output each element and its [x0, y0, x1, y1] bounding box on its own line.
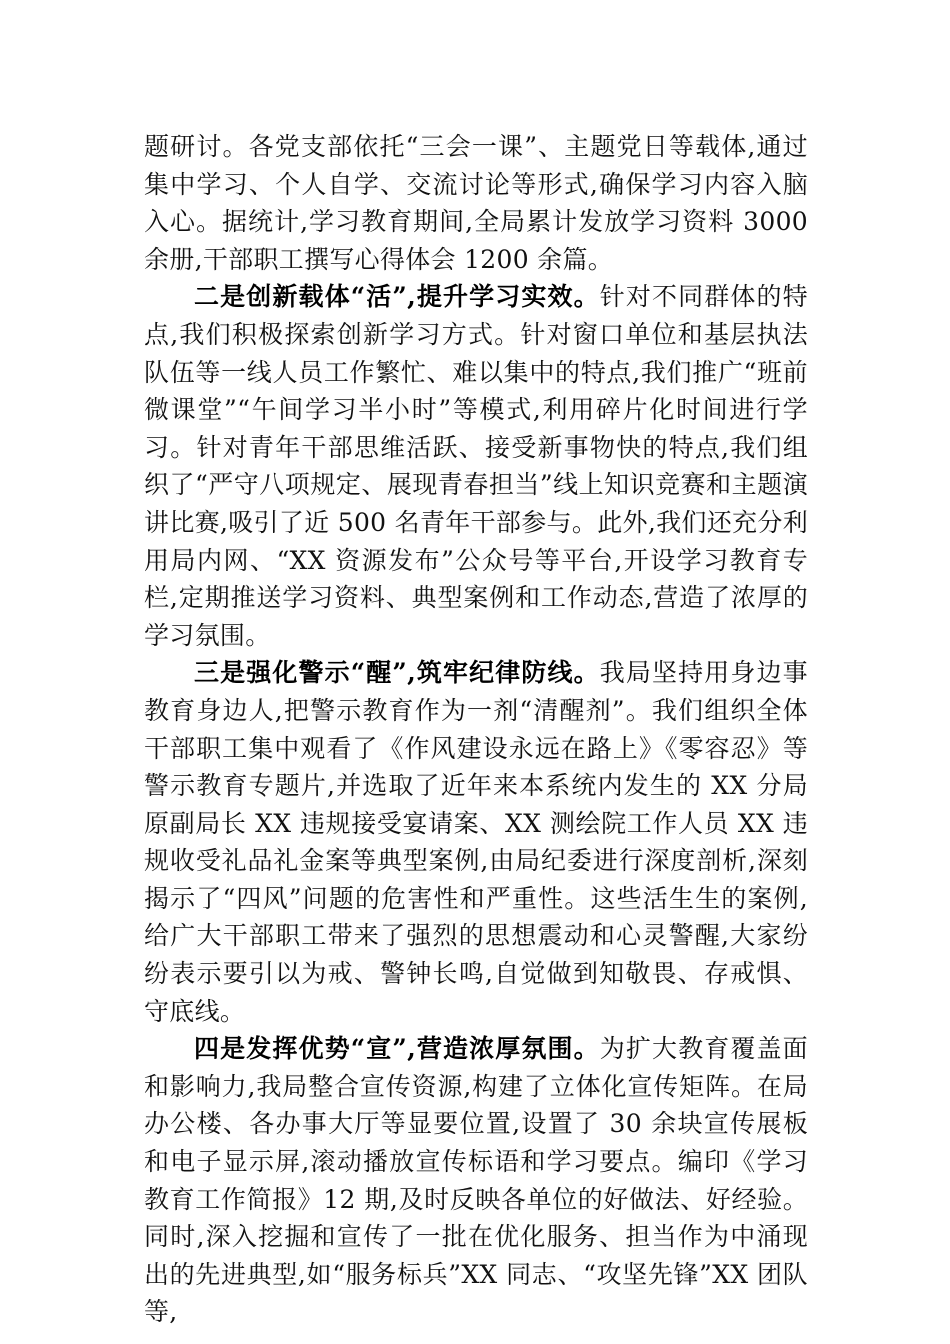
- paragraph-text: 针对不同群体的特点,我们积极探索创新学习方式。针对窗口单位和基层执法队伍等一线人员工作繁忙、难以集中的特点,我们推广“班前微课堂”“午间学习半小时”等模式,利用碎片化时间进行学习。针对青年干部思维活跃、接受新事物快的特点,我们组织了“严守八项规定、展现青春担当”线上知识竞赛和主题演讲比赛,吸引了近 500 名青年干部参与。此外,我们还充分利用局内网、“XX 资源发布”公众号等平台,开设学习教育专栏,定期推送学习资料、典型案例和工作动态,营造了浓厚的学习氛围。: [144, 282, 808, 650]
- paragraph-publicity: [144, 1030, 808, 1331]
- paragraph-innovate-carriers: [144, 278, 808, 654]
- paragraph-heading: 四是发挥优势“宣”,营造浓厚氛围。: [194, 1034, 600, 1064]
- paragraph-text: 题研讨。各党支部依托“三会一课”、主题党日等载体,通过集中学习、个人自学、交流讨论等形式,确保学习内容入脑入心。据统计,学习教育期间,全局累计发放学习资料 3000 余册,干部职工撰写心得体会 1200 余篇。: [144, 132, 808, 274]
- paragraph-warning-education: [144, 654, 808, 1030]
- paragraph-text: 我局坚持用身边事教育身边人,把警示教育作为一剂“清醒剂”。我们组织全体干部职工集中观看了《作风建设永远在路上》《零容忍》等警示教育专题片,并选取了近年来本系统内发生的 XX 分局原副局长 XX 违规接受宴请案、XX 测绘院工作人员 XX 违规收受礼品礼金案等典型案例,由局纪委进行深度剖析,深刻揭示了“四风”问题的危害性和严重性。这些活生生的案例,给广大干部职工带来了强烈的思想震动和心灵警醒,大家纷纷表示要引以为戒、警钟长鸣,自觉做到知敬畏、存戒惧、守底线。: [144, 658, 808, 1026]
- paragraph-study-continuation: [144, 128, 808, 278]
- document-body: [144, 128, 808, 1331]
- paragraph-text: 为扩大教育覆盖面和影响力,我局整合宣传资源,构建了立体化宣传矩阵。在局办公楼、各办事大厅等显要位置,设置了 30 余块宣传展板和电子显示屏,滚动播放宣传标语和学习要点。编印《学习教育工作简报》12 期,及时反映各单位的好做法、好经验。同时,深入挖掘和宣传了一批在优化服务、担当作为中涌现出的先进典型,如“服务标兵”XX 同志、“攻坚先锋”XX 团队等,: [144, 1034, 808, 1327]
- paragraph-heading: 二是创新载体“活”,提升学习实效。: [194, 282, 600, 312]
- paragraph-heading: 三是强化警示“醒”,筑牢纪律防线。: [194, 658, 600, 688]
